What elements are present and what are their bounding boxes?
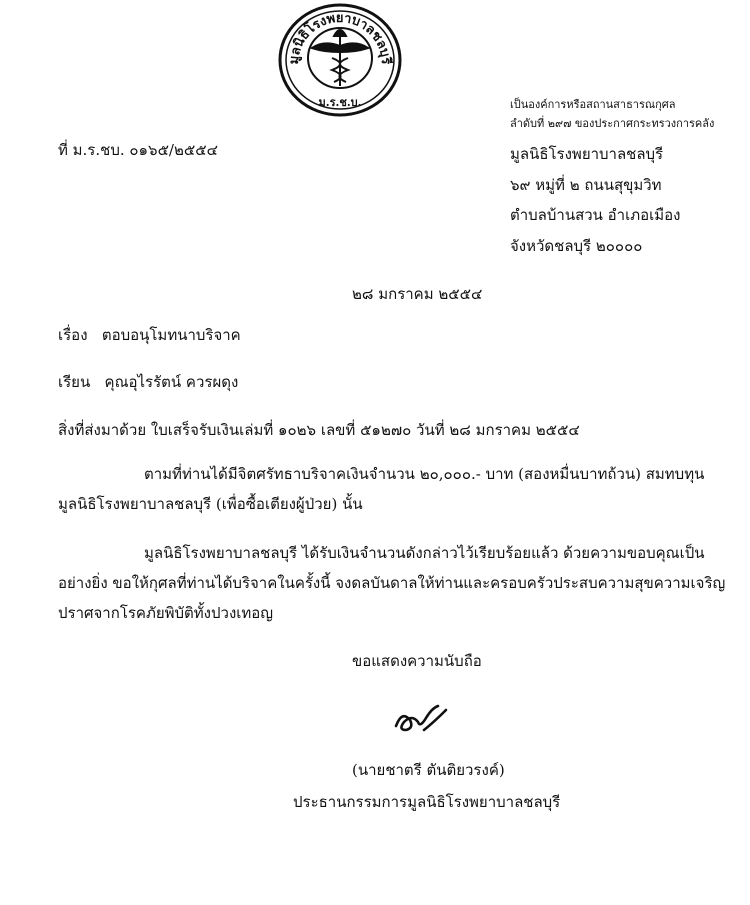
org-status-line1: เป็นองค์การหรือสถานสาธารณกุศล [510, 98, 676, 111]
salutation-label: เรียน [58, 373, 91, 391]
sender-address-line: จังหวัดชลบุรี ๒๐๐๐๐ [510, 237, 643, 255]
body-paragraph-line: มูลนิธิโรงพยาบาลชลบุรี ได้รับเงินจำนวนดังกล่าวไว้เรียบร้อยแล้ว ด้วยความขอบคุณเป็น [144, 544, 705, 562]
body-paragraph-line: มูลนิธิโรงพยาบาลชลบุรี (เพื่อซื้อเตียงผู้ป่วย) นั้น [58, 495, 363, 513]
subject-label: เรื่อง [58, 326, 88, 344]
sender-address-line: ๖๙ หมู่ที่ ๒ ถนนสุขุมวิท [510, 176, 662, 194]
closing-text: ขอแสดงความนับถือ [352, 652, 482, 670]
signer-name: (นายชาตรี ตันติยวรงค์) [352, 761, 505, 779]
subject-line [58, 325, 241, 345]
seal-ring-text: มูลนิธิโรงพยาบาลชลบุรี [286, 10, 394, 65]
sender-address-line: ตำบลบ้านสวน อำเภอเมือง [510, 206, 681, 224]
body-paragraph-line: อย่างยิ่ง ขอให้กุศลที่ท่านได้บริจาคในครั้งนี้ จงดลบันดาลให้ท่านและครอบครัวประสบความสุขความเจริญ [58, 574, 726, 592]
foundation-seal-logo [276, 2, 404, 120]
salutation-line [58, 372, 238, 392]
signer-title: ประธานกรรมการมูลนิธิโรงพยาบาลชลบุรี [293, 793, 561, 811]
handwritten-signature [388, 700, 458, 740]
enclosure-line: สิ่งที่ส่งมาด้วย ใบเสร็จรับเงินเล่มที่ ๑๐๒๖ เลขที่ ๕๑๒๗๐ วันที่ ๒๘ มกราคม ๒๕๕๔ [58, 421, 580, 439]
caduceus-icon [312, 30, 368, 86]
sender-address-line: มูลนิธิโรงพยาบาลชลบุรี [510, 145, 664, 163]
body-paragraph-line: ตามที่ท่านได้มีจิตศรัทธาบริจาคเงินจำนวน ๒๐,๐๐๐.- บาท (สองหมื่นบาทถ้วน) สมทบทุน [144, 465, 705, 483]
subject-text: ตอบอนุโมทนาบริจาค [101, 326, 241, 344]
body-paragraph-line: ปราศจากโรคภัยพิบัติทั้งปวงเทอญ [58, 604, 274, 622]
salutation-text: คุณอุไรรัตน์ ควรผดุง [104, 373, 239, 391]
letter-date: ๒๘ มกราคม ๒๕๕๔ [352, 285, 483, 303]
org-status-line2: ลำดับที่ ๒๙๗ ของประกาศกระทรวงการคลัง [510, 117, 715, 130]
reference-number: ที่ ม.ร.ชบ. ๐๑๖๕/๒๕๕๔ [58, 141, 218, 159]
seal-abbrev: ม.ร.ช.บ. [318, 96, 362, 109]
